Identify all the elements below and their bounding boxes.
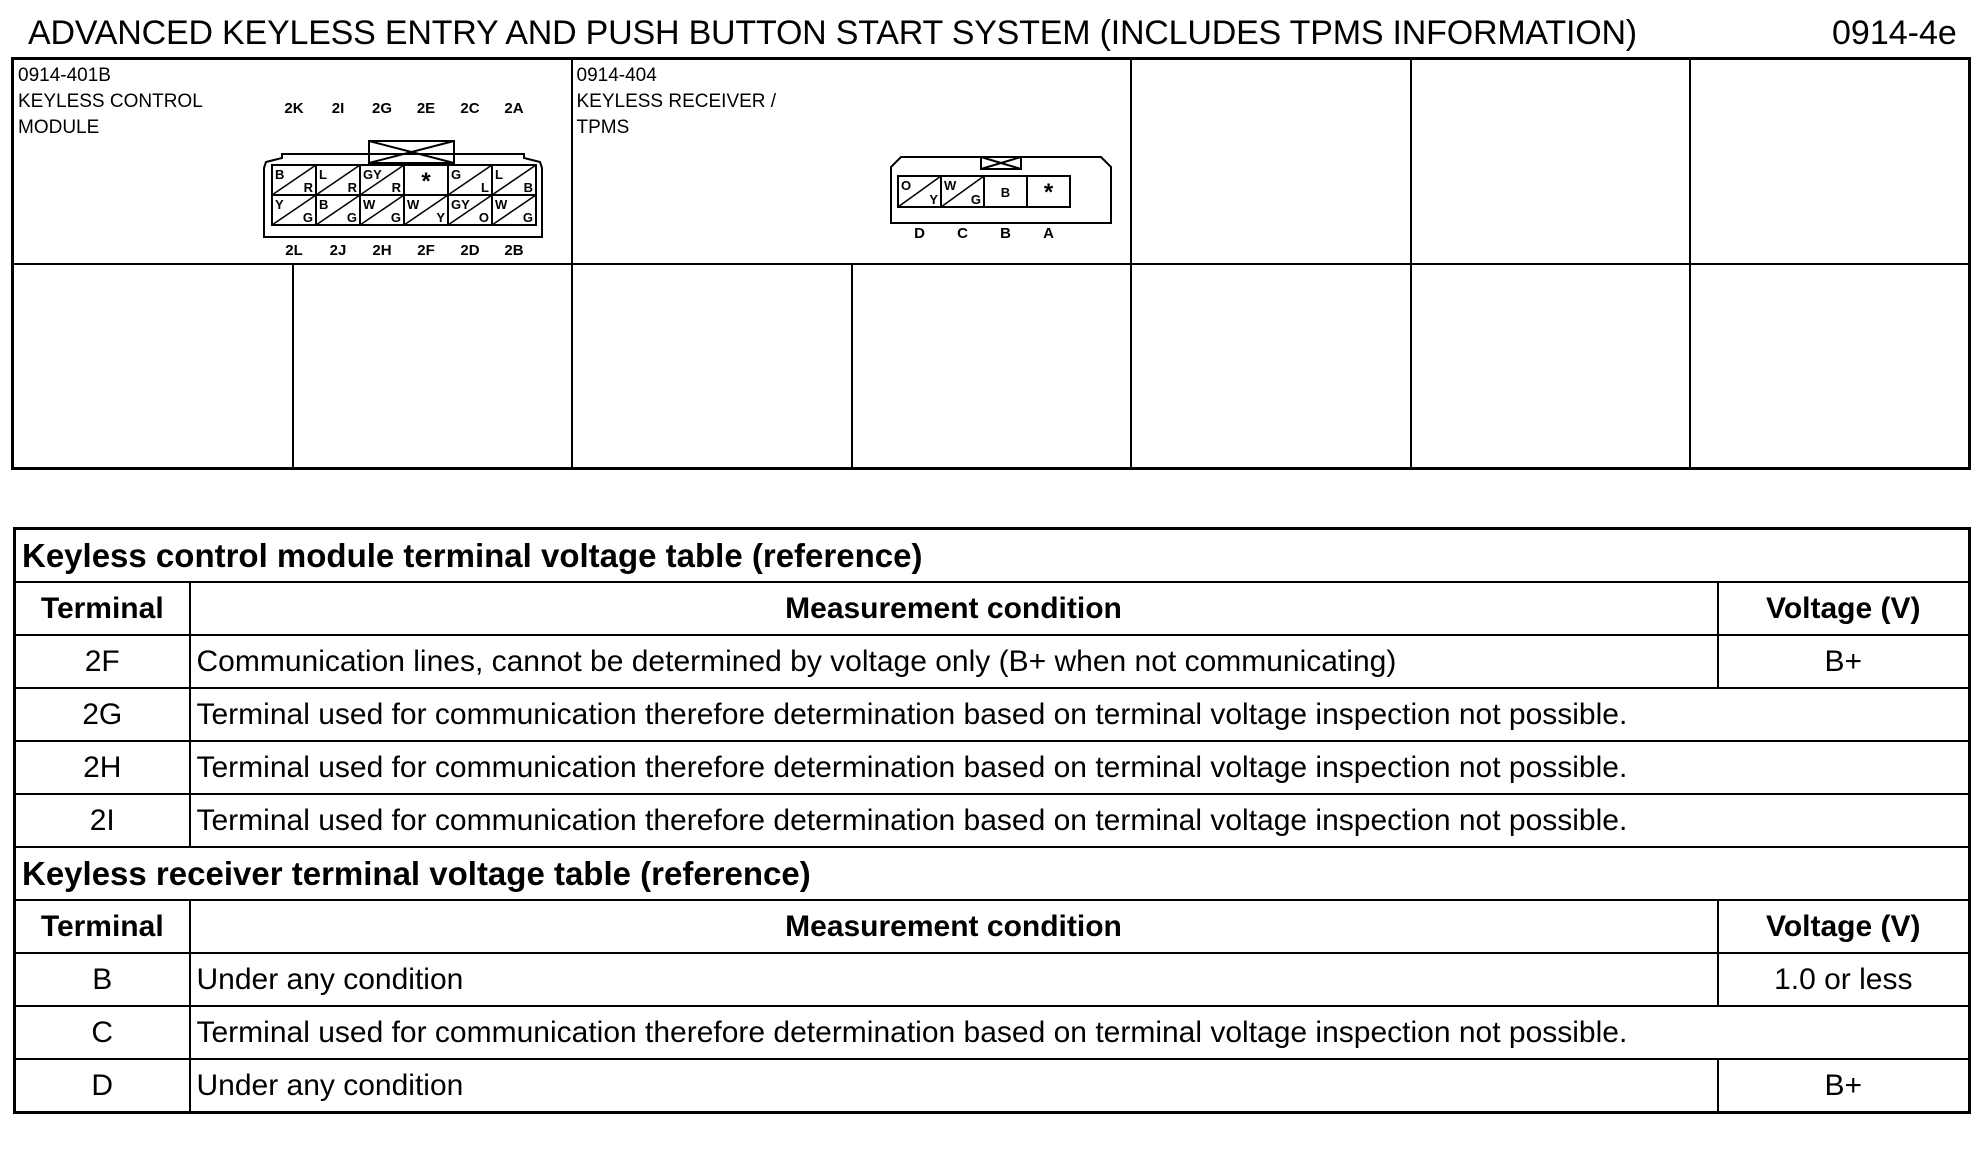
pin-label: A [1042,225,1054,242]
pin-wire-color: B [275,167,285,182]
voltage-table [13,527,1971,1114]
connector-cell-empty [852,264,1131,469]
pin-label-bottom: 2F [417,242,435,259]
connector-cell-empty [1131,59,1411,264]
pin-stripe-color: Y [436,210,445,225]
connector-name: KEYLESS RECEIVER / [576,91,777,112]
pin-label-top: 2I [331,100,345,117]
pin-label-top: 2K [284,100,304,117]
terminal-cell: 2H [15,741,190,794]
connector-grid [11,57,1971,470]
pin-label-bottom: 2B [504,242,524,259]
pin-stripe-color: G [522,210,533,225]
terminal-header: Terminal [15,900,190,953]
connector-id: 0914-401B [18,65,111,86]
table-row [15,953,1970,1006]
pin-wire-color: Y [275,197,284,212]
pin-stripe-color: R [347,180,357,195]
receiver-connector-diagram [573,60,1133,265]
pin-wire-color: O [900,178,911,193]
page-title: ADVANCED KEYLESS ENTRY AND PUSH BUTTON START SYSTEM (INCLUDES TPMS INFORMATION) [28,14,1637,52]
pin-stripe-color: G [970,192,981,207]
pin-stripe-color: G [346,210,357,225]
pin-wire-color: B [319,197,329,212]
pin-wire-color: G [451,167,462,182]
connector-name: KEYLESS CONTROL [18,91,203,112]
condition-cell: Terminal used for communication therefore determination based on terminal voltage inspection not possible. [190,794,1970,847]
pin-label: C [956,225,968,242]
table-row [15,688,1970,741]
pin-stripe-color: L [481,180,489,195]
connector-cell-empty [1131,264,1411,469]
pin-stripe-color: G [302,210,313,225]
connector-cell-receiver [572,59,1131,264]
condition-cell: Terminal used for communication therefore determination based on terminal voltage inspection not possible. [190,1006,1970,1059]
terminal-cell: 2G [15,688,190,741]
terminal-cell: C [15,1006,190,1059]
pin-stripe-color: B [523,180,533,195]
connector-latch-mark [369,141,454,163]
table-row [15,635,1970,688]
voltage-cell: B+ [1718,635,1970,688]
terminal-cell: 2I [15,794,190,847]
pin-wire-color: W [407,197,420,212]
page-code: 0914-4e [1832,14,1957,52]
table-row [15,741,1970,794]
pin-stripe-color: R [303,180,313,195]
pin-wire-color: B [1000,185,1010,200]
connector-cell-empty [1690,264,1970,469]
condition-cell: Under any condition [190,953,1718,1006]
connector-id: 0914-404 [576,65,657,86]
pin-wire-color: GY [363,167,382,182]
terminal-cell: B [15,953,190,1006]
connector-cell-kcm [13,59,572,264]
terminal-cell: 2F [15,635,190,688]
table-row [15,1006,1970,1059]
pin-label-bottom: 2D [460,242,480,259]
pin-wire-color: W [943,178,956,193]
condition-header: Measurement condition [190,900,1718,953]
pin-label-bottom: 2J [329,242,347,259]
pin-wire-color: L [495,167,503,182]
pin-label: D [913,225,925,242]
terminal-cell: D [15,1059,190,1113]
pin-label: B [999,225,1011,242]
connector-name-cont: TPMS [576,117,630,138]
connector-name-cont: MODULE [18,117,100,138]
kcm-connector-diagram [14,60,574,265]
pin-wire-color: W [495,197,508,212]
pin-empty-mark: * [1043,179,1053,206]
pin-label-top: 2A [504,100,524,117]
kcm-table-title: Keyless control module terminal voltage table (reference) [15,529,1970,583]
table-row [15,1059,1970,1113]
pin-wire-color: L [319,167,327,182]
pin-stripe-color: Y [928,192,938,207]
pin-label-top: 2E [416,100,436,117]
voltage-header: Voltage (V) [1718,582,1970,635]
voltage-header: Voltage (V) [1718,900,1970,953]
terminal-header: Terminal [15,582,190,635]
connector-cell-empty [1411,59,1690,264]
pin-stripe-color: O [478,210,489,225]
voltage-cell: 1.0 or less [1718,953,1970,1006]
connector-cell-empty [1411,264,1690,469]
connector-cell-empty [293,264,572,469]
condition-cell: Under any condition [190,1059,1718,1113]
connector-cell-empty [1690,59,1970,264]
voltage-cell: B+ [1718,1059,1970,1113]
pin-wire-color: GY [451,197,470,212]
condition-cell: Terminal used for communication therefore determination based on terminal voltage inspection not possible. [190,688,1970,741]
pin-stripe-color: G [390,210,401,225]
receiver-table-title: Keyless receiver terminal voltage table (reference) [15,847,1970,900]
pin-label-bottom: 2H [372,242,392,259]
condition-cell: Terminal used for communication therefore determination based on terminal voltage inspection not possible. [190,741,1970,794]
pin-empty-mark: * [421,168,431,195]
connector-cell-empty [13,264,293,469]
pin-label-top: 2C [460,100,480,117]
pin-label-top: 2G [371,100,393,117]
table-row [15,794,1970,847]
condition-cell: Communication lines, cannot be determined by voltage only (B+ when not communicating) [190,635,1718,688]
condition-header: Measurement condition [190,582,1718,635]
connector-latch-mark [981,157,1021,169]
pin-label-bottom: 2L [285,242,303,259]
pin-wire-color: W [363,197,376,212]
connector-cell-empty [572,264,852,469]
pin-stripe-color: R [391,180,401,195]
